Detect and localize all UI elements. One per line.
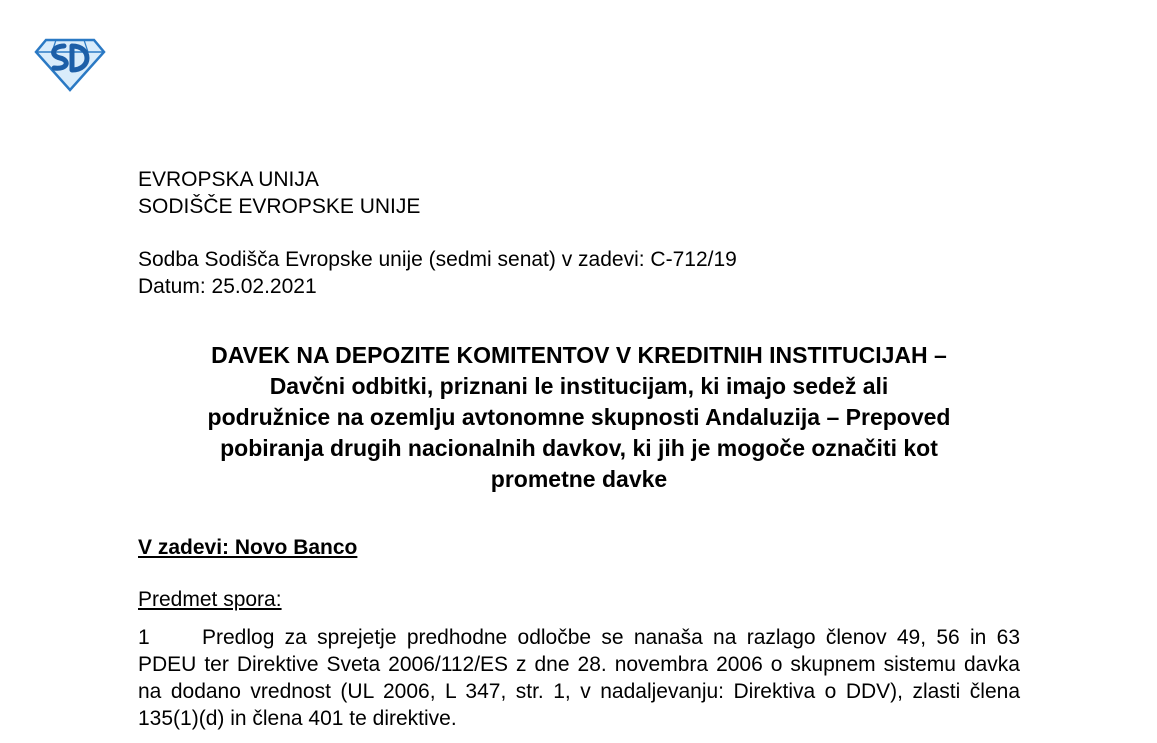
paragraph-text: Predlog za sprejetje predhodne odločbe se nanaša na razlago členov 49, 56 in 63 PDEU ter Direktive Sveta 2006/112/ES z dne 28. novembra 2006 o skupnem sistemu davka na dodano vrednost (UL 2006, L 347, str. 1, v nadaljevanju: Direktiva o DDV), zlasti člena 135(1)(d) in člena 401 te direktive. — [138, 626, 1020, 730]
case-title: Sodba Sodišča Evropske unije (sedmi senat) v zadevi: C-712/19 — [138, 248, 737, 271]
sd-diamond-logo-icon — [34, 38, 106, 92]
paragraph — [138, 624, 1020, 732]
header-line-eu: EVROPSKA UNIJA — [138, 168, 319, 191]
headline-line-1: DAVEK NA DEPOZITE KOMITENTOV V KREDITNIH INSTITUCIJAH – — [211, 342, 947, 368]
headline-line-5: prometne davke — [490, 466, 668, 492]
headline-line-2: Davčni odbitki, priznani le institucijam, ki imajo sedež ali — [269, 373, 889, 399]
court-header — [138, 166, 420, 220]
subject-heading: Predmet spora: — [138, 588, 282, 611]
header-line-court: SODIŠČE EVROPSKE UNIJE — [138, 195, 421, 218]
headline-line-4: pobiranja drugih nacionalnih davkov, ki jih je mogoče označiti kot — [220, 435, 938, 461]
parties-heading: V zadevi: Novo Banco — [138, 536, 358, 559]
case-reference — [138, 246, 737, 300]
case-date: Datum: 25.02.2021 — [138, 275, 317, 298]
document-headline — [138, 340, 1020, 495]
headline-line-3: podružnice na ozemlju avtonomne skupnosti Andaluzija – Prepoved — [207, 404, 951, 430]
paragraph-number: 1 — [138, 626, 150, 649]
